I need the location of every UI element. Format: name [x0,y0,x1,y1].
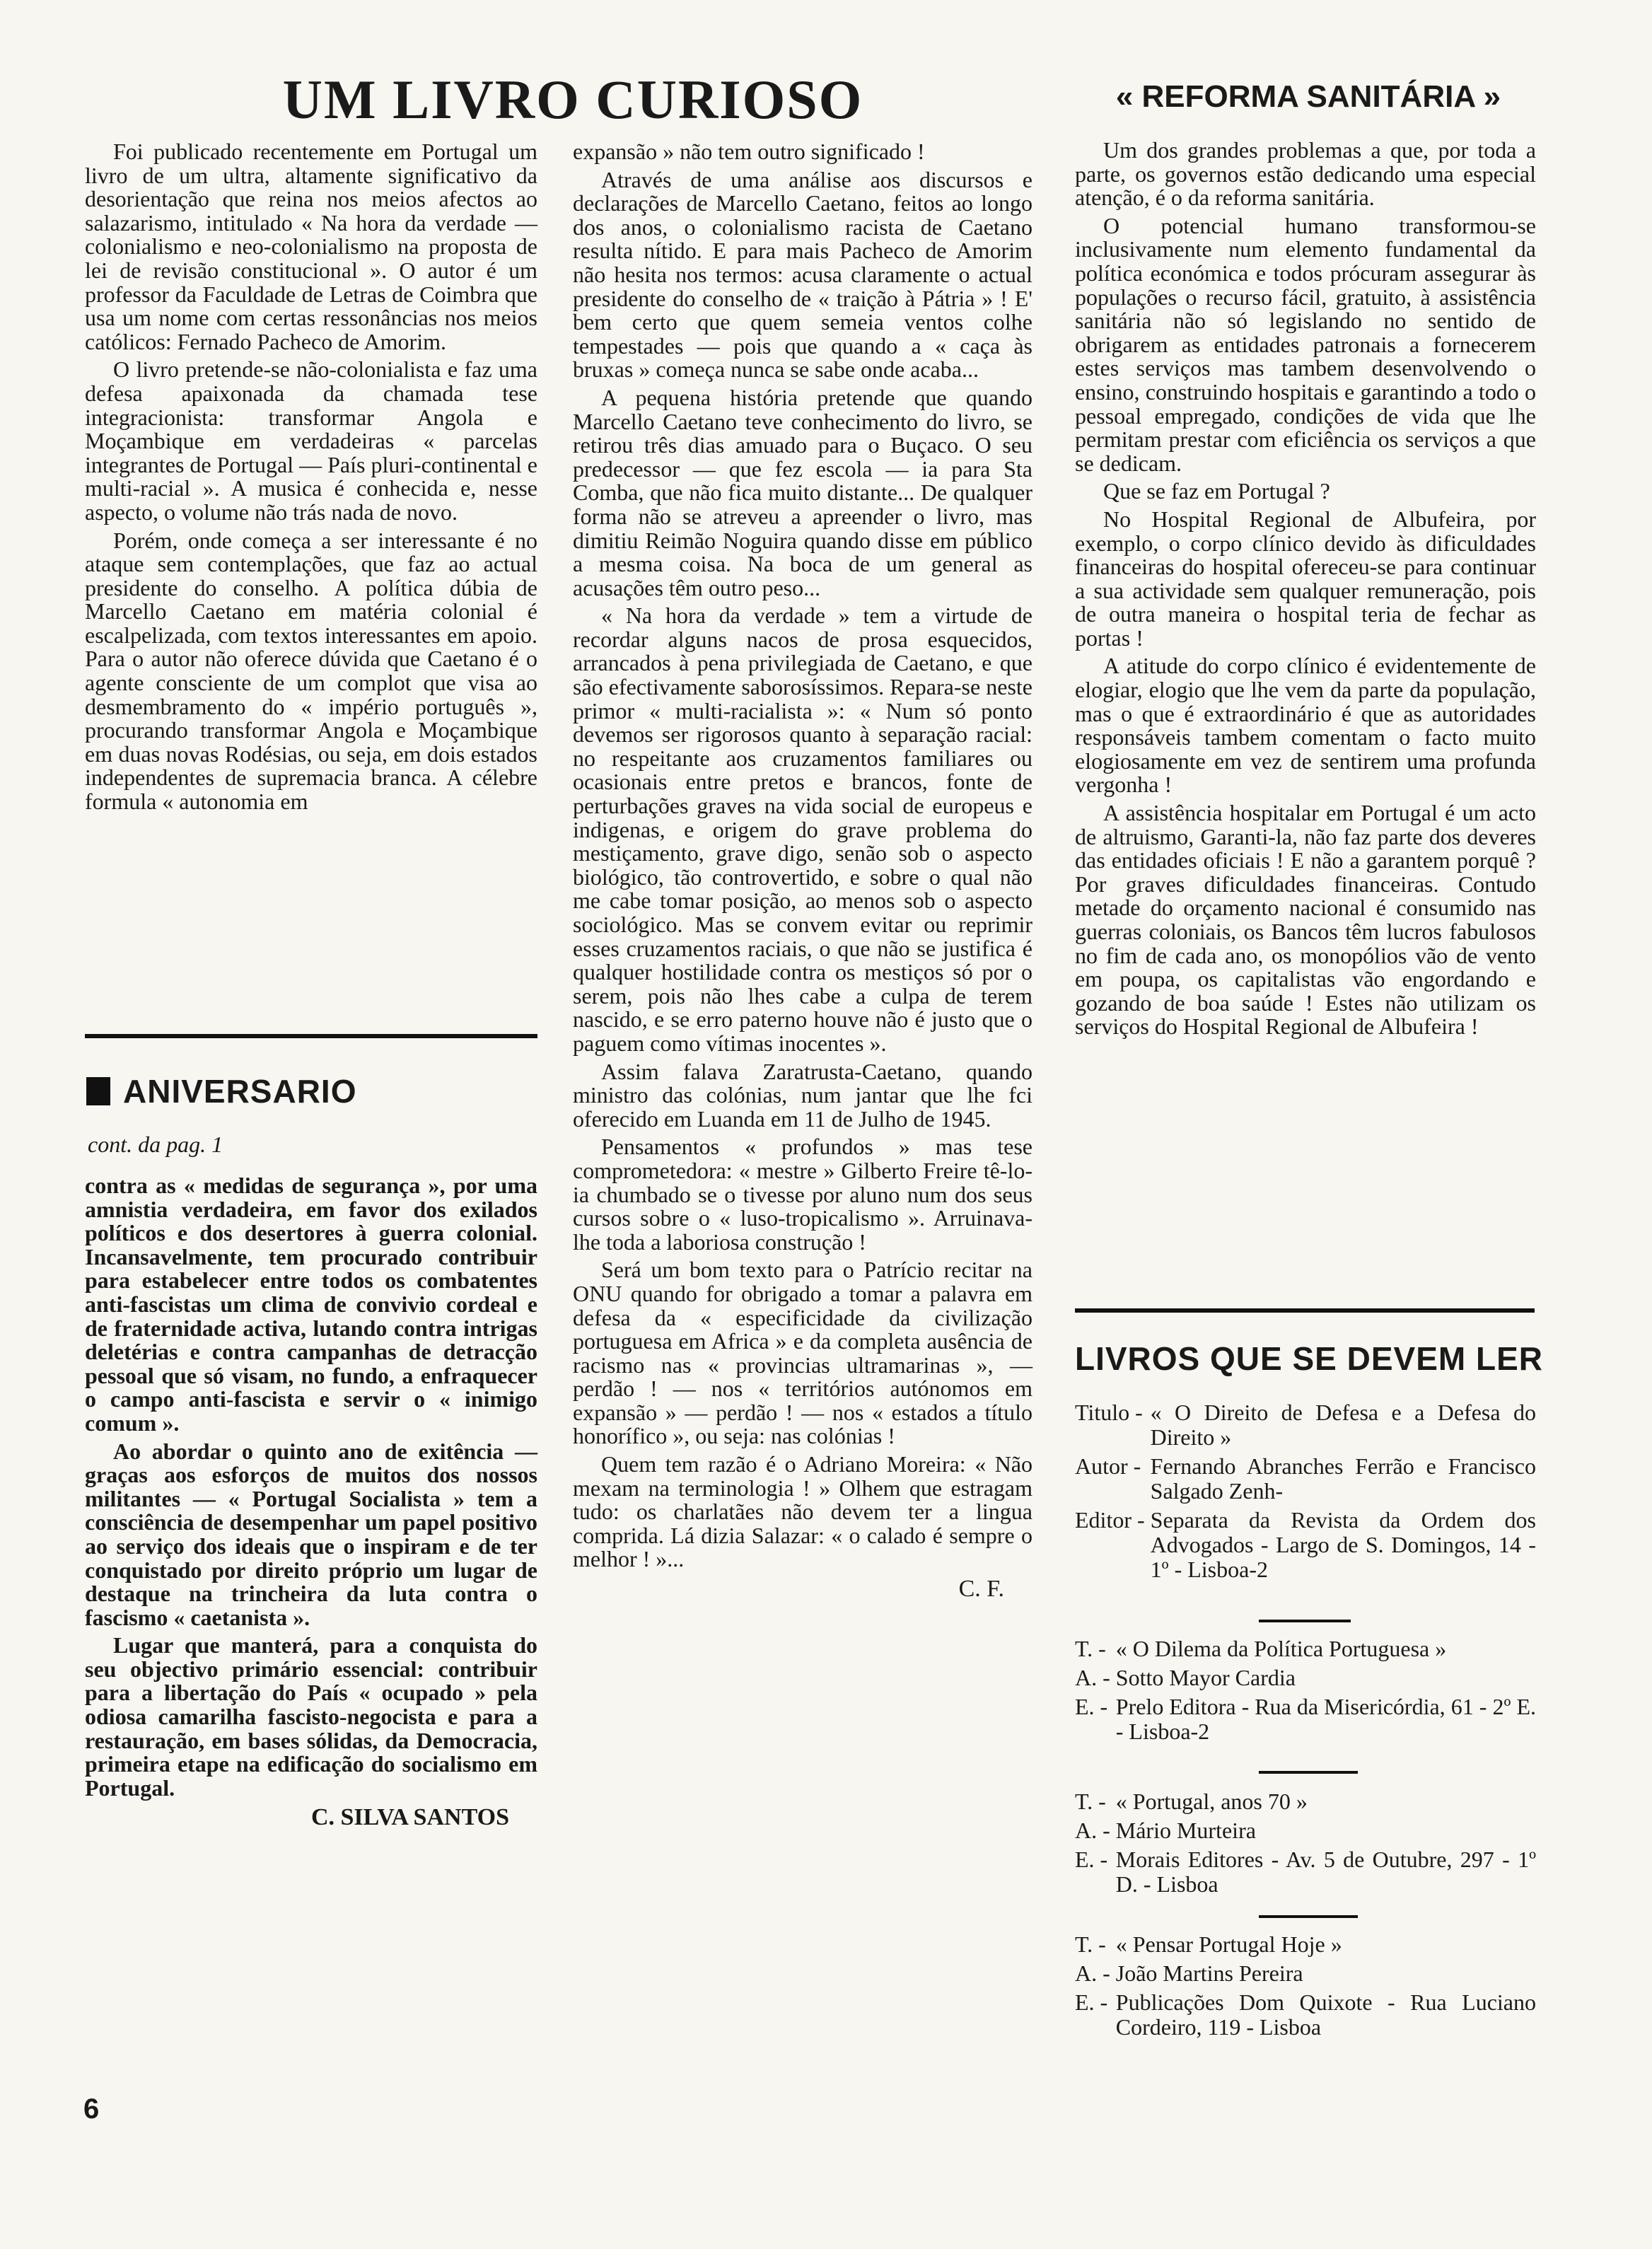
entry-label: T. - [1075,1789,1106,1814]
paragraph: Será um bom texto para o Patrício recitar na ONU quando for obrigado a tomar a palavra em defesa da « especificidade da civilização portuguesa em Africa » e da completa ausência de racismo nas « provincias ultramarinas », — perdão ! — nos « territórios autónomos em expansão » — perdão ! — nos « estados a título honorífico », ou seja: nas colónias ! [573,1257,1032,1449]
entry-label: A. - [1075,1960,1110,1986]
book-entry [1075,1932,1536,2044]
square-bullet-icon [86,1077,110,1105]
paragraph: Porém, onde começa a ser interessante é no ataque sem contemplações, que faz ao actual presidente do conselho. A política dúbia de Marcello Caetano em matéria colonial é escalpelizada, com textos interessantes em apoio. Para o autor não oferece dúvida que Caetano é o agente consciente de um complot que visa ao desmembramento do « império português », procurando transformar Angola e Moçambique em duas novas Rodésias, ou seja, em dois estados independentes de supremacia branca. A célebre formula « autonomia em [85,527,537,815]
entry-label: Autor - [1075,1453,1141,1479]
entry-label: E. - [1075,1989,1108,2015]
short-divider [1259,1620,1351,1622]
short-divider [1259,1771,1358,1774]
paragraph: O potencial humano transformou-se inclusivamente num elemento fundamental da política económica e todos prócuram assegurar às populações o recurso fácil, gratuito, à assistência sanitária não só legislando no sentido de obrigarem as entidades patronais a fornecerem estes serviços mas tambem desenvolvendo o ensino, construindo hospitais e garantindo a todo o pessoal empregado, condições de vida que lhe permitam prestar com eficiência os serviços a que se dedicam. [1075,212,1536,476]
paragraph: expansão » não tem outro significado ! [573,139,925,164]
entry-text: « Pensar Portugal Hoje » [1115,1931,1342,1957]
paragraph: A assistência hospitalar em Portugal é um acto de altruismo, Garanti-la, não faz parte dos deveres das entidades oficiais ! E não a garantem porquê ? Por graves dificuldades financeiras. Contudo metade do orçamento nacional é consumido nas guerras coloniais, os Bancos têm lucros fabulosos no fim de cada ano, os monopólios vão de vento em poupa, os capitalistas vão engordando e gozando de boa saúde ! Estes não utilizam os serviços do Hospital Regional de Albufeira ! [1075,800,1536,1040]
left-article-col2 [573,140,1032,1603]
entry-text: Separata da Revista da Ordem dos Advogados - Largo de S. Domingos, 14 - 1º - Lisboa-2 [1150,1507,1536,1582]
paragraph: Ao abordar o quinto ano de exitência — graças aos esforços de muitos dos nossos militantes — « Portugal Socialista » tem a consciência de desempenhar um papel positivo ao serviço dos ideais que o inspiram e de ter conquistado por direito próprio um lugar de destaque na trincheira da luta contra o fascismo « caetanista ». [85,1438,537,1630]
entry-text: Sotto Mayor Cardia [1115,1665,1296,1690]
entry-label: E. - [1075,1847,1108,1872]
paragraph: Pensamentos « profundos » mas tese comprometedora: « mestre » Gilberto Freire tê-lo-ia chumbado se o tivesse por aluno num dos seus cursos sobre o « luso-tropicalismo ». Arruinava-lhe toda a laboriosa construção ! [573,1134,1032,1255]
entry-text: Morais Editores - Av. 5 de Outubre, 297 - 1º D. - Lisboa [1115,1847,1536,1897]
paragraph: Através de uma análise aos discursos e declarações de Marcello Caetano, feitos ao longo dos anos, o colonialismo racista de Caetano resulta nítido. E para mais Pacheco de Amorim não hesita nos termos: acusa claramente o actual presidente do conselho de « traição à Pátria » ! E' bem certo que quem semeia ventos colhe tempestades — pois que quando a « caça às bruxas » começa nunca se sabe onde acaba... [573,166,1032,383]
entry-label: Editor - [1075,1507,1145,1533]
entry-text: Publicações Dom Quixote - Rua Luciano Cordeiro, 119 - Lisboa [1115,1989,1536,2040]
page-number: 6 [83,2093,100,2125]
entry-label: A. - [1075,1818,1110,1843]
paragraph: Um dos grandes problemas a que, por toda a parte, os governos estão dedicando uma especial atenção, é o da reforma sanitária. [1075,137,1536,211]
paragraph: A pequena história pretende que quando Marcello Caetano teve conhecimento do livro, se retirou três dias amuado para o Buçaco. O seu predecessor — que fez escola — ia para Sta Comba, que não fica muito distante... De qualquer forma não se atreveu a apreender o livro, mas dimitiu Reimão Noguira quando disse em público a mesma coisa. Na boca de um general as acusações têm outro peso... [573,384,1032,600]
paragraph: A atitude do corpo clínico é evidentemente de elogiar, elogio que lhe vem da parte da população, mas o que é extraordinário é que as autoridades responsáveis tambem comentam o facto muito elogiosamente em vez de sentirem uma profunda vergonha ! [1075,653,1536,798]
livros-title: LIVROS QUE SE DEVEM LER [1075,1340,1543,1377]
entry-label: E. - [1075,1694,1108,1719]
entry-text: Mário Murteira [1115,1818,1256,1843]
signature: C. SILVA SANTOS [310,1804,509,1831]
book-table [1075,1789,1536,1901]
entry-text: Prelo Editora - Rua da Misericórdia, 61 - 2º E. - Lisboa-2 [1115,1694,1536,1744]
paragraph: Quem tem razão é o Adriano Moreira: « Não mexam na terminologia ! » Olhem que estragam tudo: os charlatães não devem ter a lingua comprida. Lá dizia Salazar: « o calado é sempre o melhor ! »... [573,1451,1032,1572]
book-table [1075,1932,1536,2044]
reforma-title: « REFORMA SANITÁRIA » [1115,79,1501,114]
entry-text: « Portugal, anos 70 » [1115,1789,1308,1814]
reforma-body [1075,139,1536,1043]
aniversario-title [86,1072,356,1110]
entry-label: T. - [1075,1931,1106,1957]
book-table [1075,1637,1536,1748]
entry-text: João Martins Pereira [1115,1960,1303,1986]
book-entry [1075,1789,1536,1901]
signature: C. F. [958,1576,1004,1603]
aniversario-body [85,1174,537,1831]
article-title: UM LIVRO CURIOSO [282,69,863,130]
left-article-col1 [85,140,537,818]
entry-text: « O Direito de Defesa e a Defesa do Direito » [1150,1400,1536,1450]
aniversario-title-text: ANIVERSARIO [123,1073,357,1110]
paragraph: No Hospital Regional de Albufeira, por exemplo, o corpo clínico devido às dificuldades financeiras do hospital ofereceu-se para continuar a sua actividade sem qualquer remuneração, pois de outra maneira o hospital teria de fechar as portas ! [1075,506,1536,651]
paragraph: Lugar que manterá, para a conquista do seu objectivo primário essencial: contribuir para a libertação do País « ocupado » pela odiosa camarilha fascisto-negocista e para a restauração, em bases sólidas, da Democracia, primeira etape na edificação do socialismo em Portugal. [85,1632,537,1801]
entry-text: Fernando Abranches Ferrão e Francisco Salgado Zenh- [1150,1453,1536,1504]
section-divider [1075,1308,1535,1313]
paragraph: « Na hora da verdade » tem a virtude de recordar alguns nacos de prosa esquecidos, arrancados à pena privilegiada de Caetano, e que são efectivamente saborosíssimos. Repara-se neste primor « multi-racialista »: « Num só ponto devemos ser rigorosos quanto à separação racial: no respeitante aos cruzamentos familiares ou ocasionais entre pretos e brancos, fonte de perturbações graves na vida social de europeus e indigenas, e origem do grave problema do mestiçamento, grave digo, senão sob o aspecto biológico, tão controvertido, e sobre o qual não me cabe tomar posição, ao menos sob o aspecto sociológico. Mas se convem evitar ou reprimir esses cruzamentos raciais, o que não se justifica é qualquer hostilidade contra os mestiços só por o serem, pois não lhes cabe a culpa de terem nascido, e se erro paterno houve não é justo que o paguem como vítimas inocentes ». [573,603,1032,1056]
book-entry [1075,1400,1536,1586]
entry-label: Titulo - [1075,1400,1143,1425]
paragraph: Assim falava Zaratrusta-Caetano, quando ministro das colónias, num jantar que lhe fci oferecido em Luanda em 11 de Julho de 1945. [573,1058,1032,1132]
paragraph: Que se faz em Portugal ? [1103,478,1330,504]
entry-label: T. - [1075,1636,1106,1661]
section-divider [85,1034,537,1038]
entry-text: « O Dilema da Política Portuguesa » [1115,1636,1447,1661]
paragraph: contra as « medidas de segurança », por uma amnistia verdadeira, em favor dos exilados políticos e dos desertores à guerra colonial. Incansavelmente, tem procurado contribuir para estabelecer entre todos os combatentes anti-fascistas um clima de convivio cordeal e de fraternidade activa, lutando contra intrigas deletérias e contra campanhas de detracção pessoal que só visam, no fundo, a enfraquecer o campo anti-fascista e servir o « inimigo comum ». [85,1173,537,1436]
paragraph: O livro pretende-se não-colonialista e faz uma defesa apaixonada da chamada tese integracionista: transformar Angola e Moçambique em verdadeiras « parcelas integrantes de Portugal — País pluri-continental e multi-racial ». A musica é conhecida e, nesse aspecto, o volume não trás nada de novo. [85,356,537,525]
entry-label: A. - [1075,1665,1110,1690]
book-entry [1075,1637,1536,1748]
paragraph: Foi publicado recentemente em Portugal um livro de um ultra, altamente significativo da desorientação que reina nos meios afectos ao salazarismo, intitulado « Na hora da verdade — colonialismo e neo-colonialismo na proposta de lei de revisão constitucional ». O autor é um professor da Faculdade de Letras de Coimbra que usa um nome com certas ressonâncias nos meios católicos: Fernado Pacheco de Amorim. [85,139,537,354]
short-divider [1259,1915,1358,1918]
continued-note: cont. da pag. 1 [88,1132,223,1157]
book-table [1075,1400,1536,1586]
